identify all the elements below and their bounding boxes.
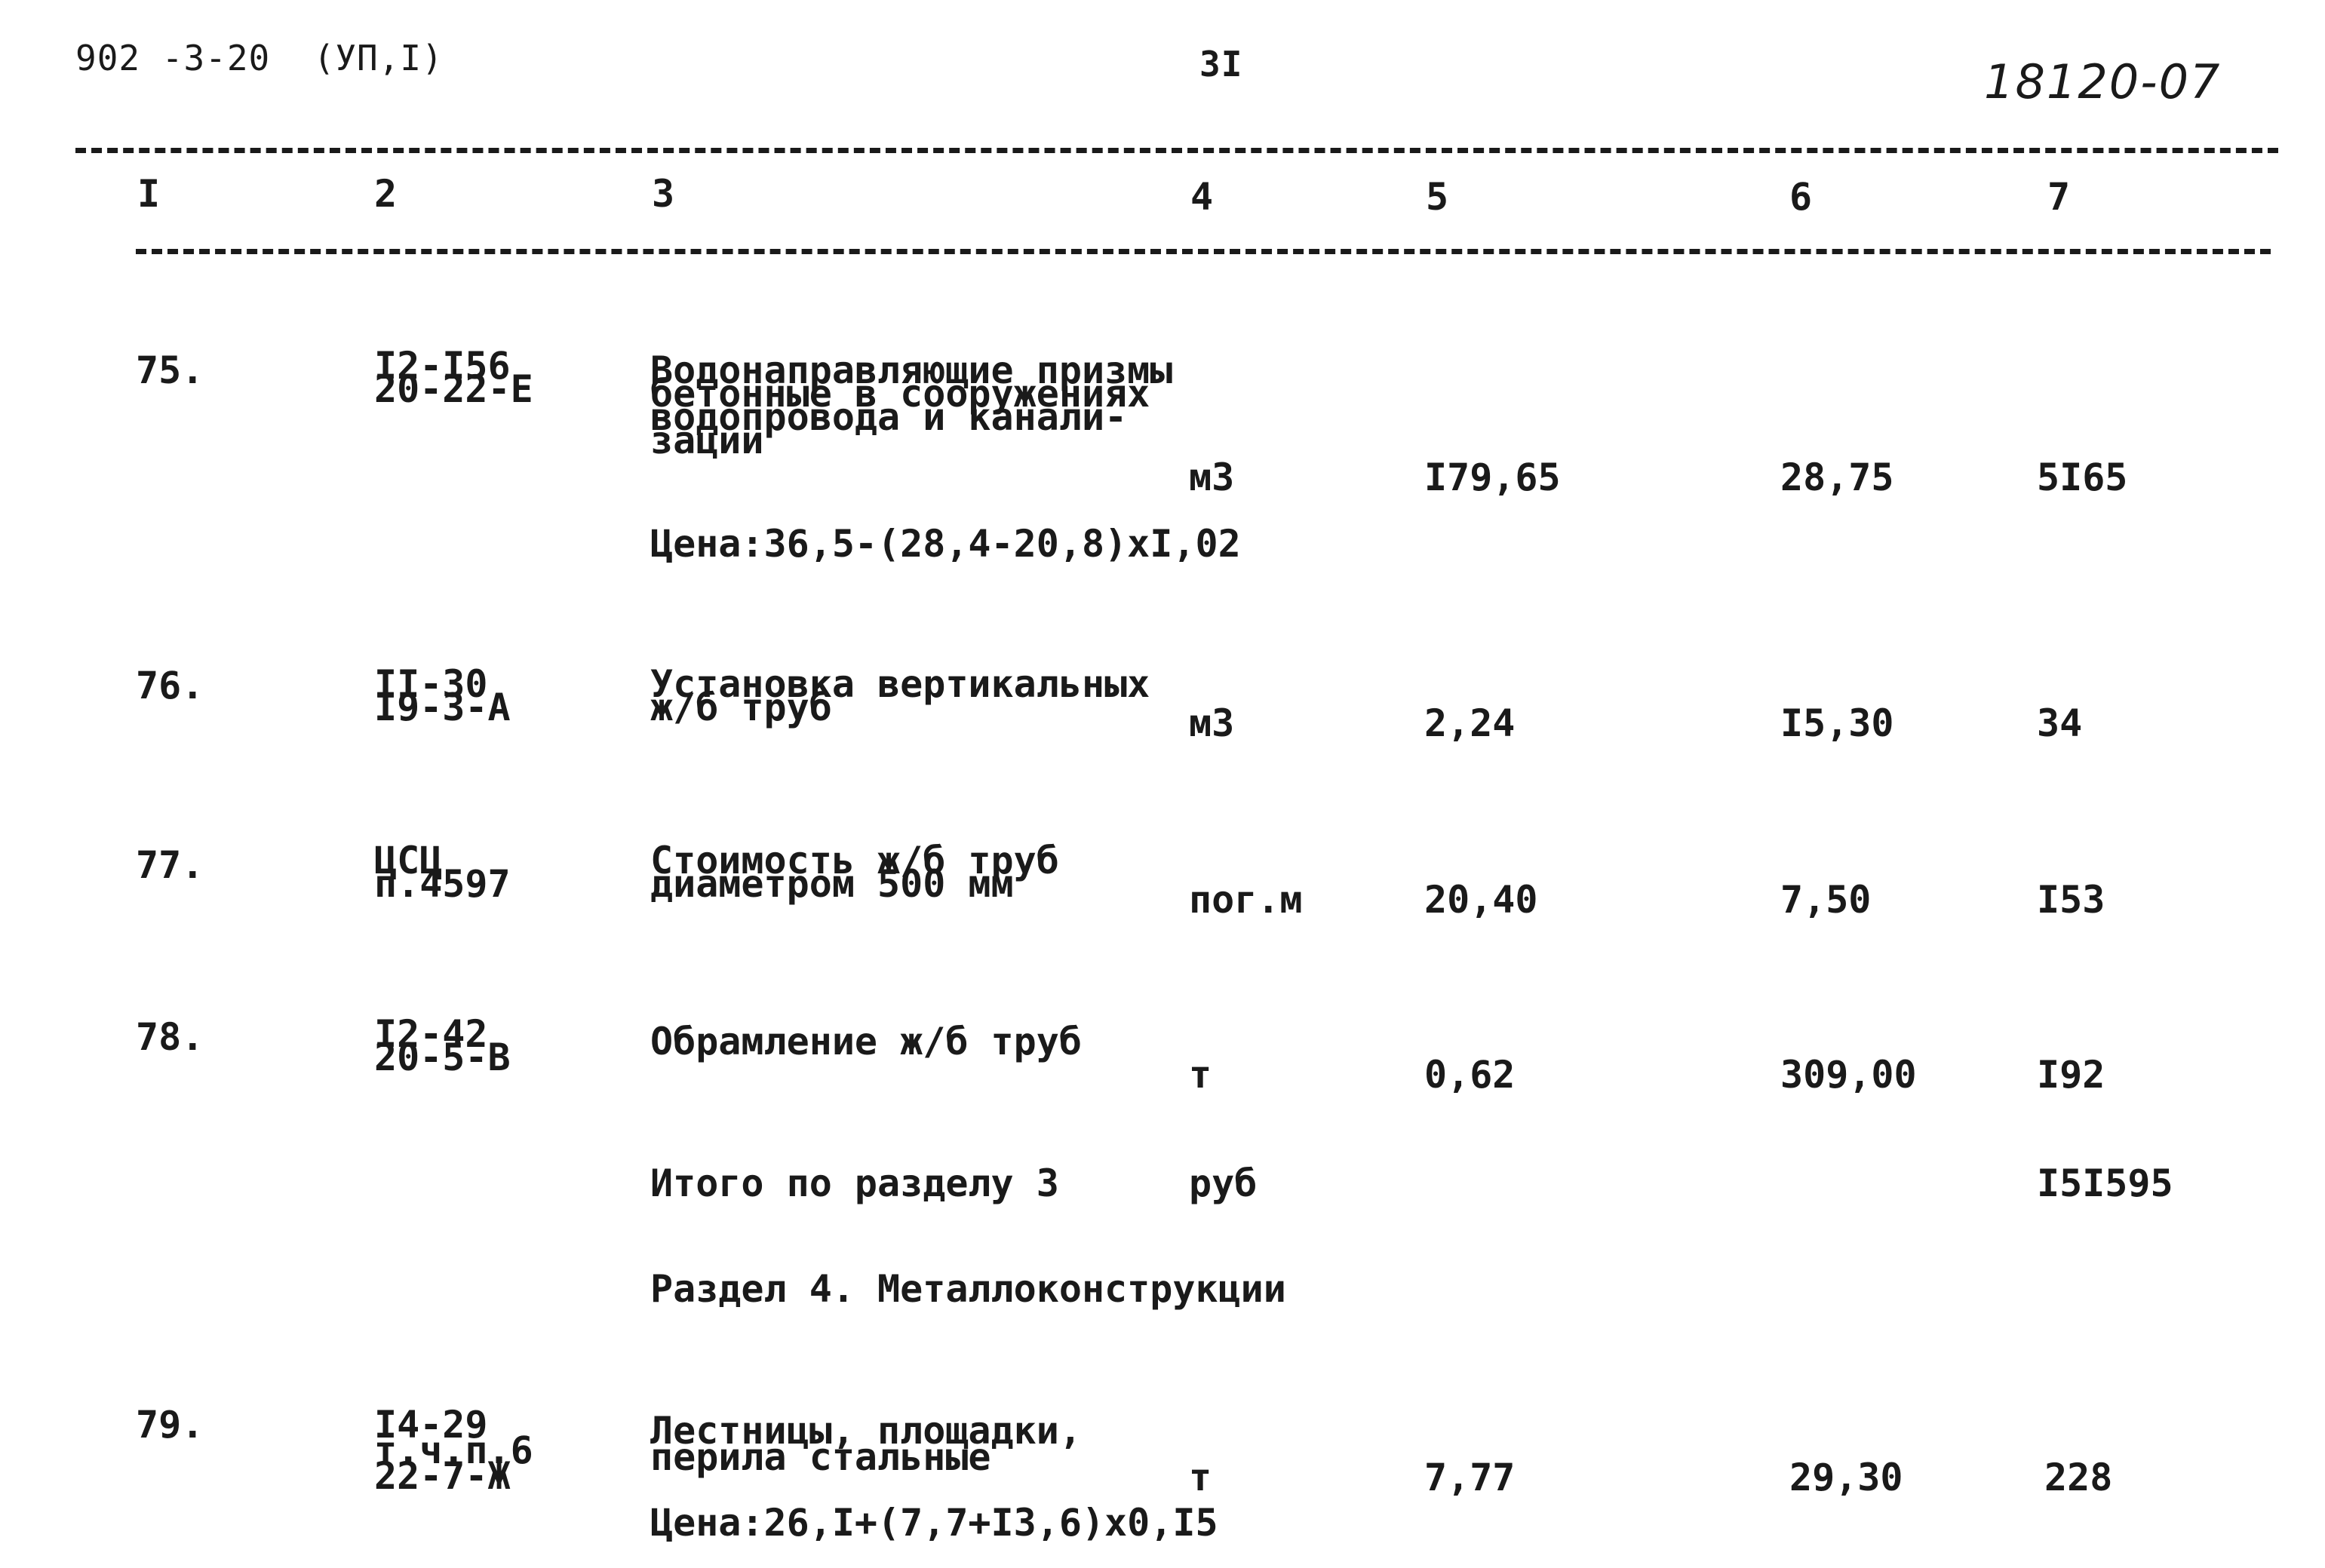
table-row-name: Обрамление ж/б труб (650, 1020, 1082, 1063)
page-number: 3I (1199, 44, 1243, 84)
table-row-price: 28,75 (1780, 456, 1894, 499)
table-row-price: 309,00 (1780, 1053, 1917, 1097)
table-row-price: I5,30 (1780, 701, 1894, 745)
table-row-price: 7,50 (1780, 878, 1872, 922)
table-row-name: Стоимость ж/б труб диаметром 500 мм (650, 839, 1059, 906)
table-row-total: I53 (2037, 878, 2105, 922)
table-row-number: 76. (136, 664, 204, 707)
column-header-4: 4 (1190, 175, 1214, 219)
table-row-name: Лестницы, площадки, перила стальные (650, 1409, 1082, 1479)
table-row-code: I2-I56 20-22-Е (374, 344, 533, 411)
table-row-name: Установка вертикальных ж/б труб (650, 662, 1150, 729)
table-row-number: 78. (136, 1015, 204, 1059)
column-header-5: 5 (1426, 175, 1449, 219)
table-row-quantity: 7,77 (1424, 1456, 1516, 1499)
section-title: Раздел 4. Металлоконструкции (650, 1267, 1286, 1311)
table-row-name: Водонаправляющие призмы бетонные в сооружениях водопровода и канали- зации (650, 348, 1173, 462)
table-row-unit: т (1189, 1053, 1212, 1097)
table-row-code: ЦСЦ п.4597 (374, 839, 511, 906)
column-header-1: I (137, 172, 161, 216)
table-row-unit: т (1189, 1456, 1212, 1499)
sheet-code: 18120-07 (1984, 54, 2222, 109)
header-top-rule (75, 148, 2278, 153)
table-row-price: 29,30 (1789, 1456, 1903, 1499)
table-row-total: 228 (2044, 1456, 2113, 1499)
table-row-price-note: Цена:36,5-(28,4-20,8)xI,02 (650, 522, 1241, 566)
table-row-quantity: 20,40 (1424, 878, 1538, 922)
table-row-quantity: I79,65 (1424, 456, 1561, 499)
table-row-unit: м3 (1189, 701, 1235, 745)
header-bottom-rule (136, 249, 2271, 254)
document-code: 902 -3-20 (УП,I) (75, 38, 444, 78)
column-header-2: 2 (374, 172, 398, 216)
table-row-number: 77. (136, 843, 204, 887)
table-row-total: 34 (2037, 701, 2083, 745)
table-row-code: I4-29 т.ч.п.6 22-7-Ж (374, 1403, 533, 1498)
table-row-total: I92 (2037, 1053, 2105, 1097)
table-row-quantity: 2,24 (1424, 701, 1516, 745)
table-row-total: 5I65 (2037, 456, 2128, 499)
table-row-number: 79. (136, 1403, 204, 1447)
column-header-7: 7 (2047, 175, 2071, 219)
column-header-3: 3 (652, 172, 675, 216)
subtotal-total: I5I595 (2037, 1161, 2173, 1205)
table-row-unit: пог.м (1189, 878, 1303, 922)
table-row-code: II-30 I9-3-А (374, 662, 511, 729)
column-header-6: 6 (1789, 175, 1813, 219)
table-row-price-note: Цена:26,I+(7,7+I3,6)x0,I5 (650, 1501, 1218, 1545)
subtotal-unit: руб (1189, 1161, 1258, 1205)
table-row-unit: м3 (1189, 456, 1235, 499)
table-row-quantity: 0,62 (1424, 1053, 1516, 1097)
table-row-number: 75. (136, 348, 204, 392)
table-row-code: I2-42 20-5-В (374, 1012, 511, 1079)
subtotal-label: Итого по разделу 3 (650, 1161, 1059, 1205)
